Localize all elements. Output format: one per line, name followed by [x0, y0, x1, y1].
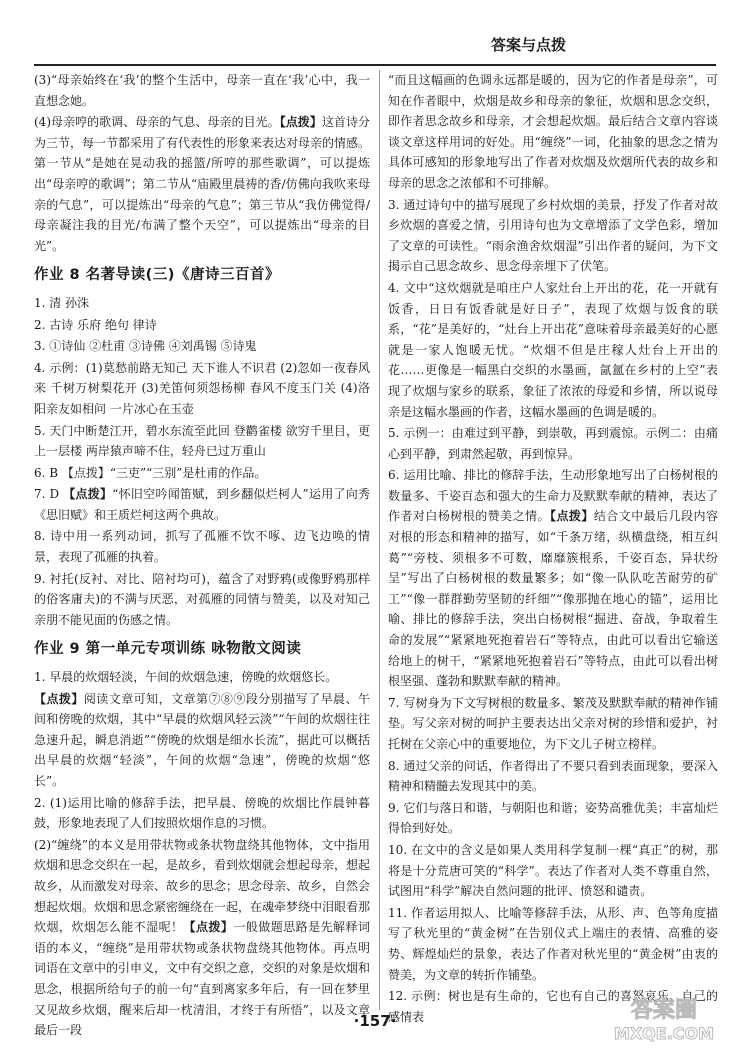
- answer-item: 9. 衬托(反衬、对比、陪衬均可)，蕴含了对野鸦(或像野鸦那样的俗客庸夫)的不满与厌恶，对孤雁的同情与赞美，以及对知己亲朋不能见面的伤感之情。: [34, 571, 370, 627]
- answer-item: 12. 示例：树也是有生命的，它也有自己的喜怒哀乐、自己的感情表: [388, 989, 718, 1024]
- watermark-logo: [584, 993, 742, 1045]
- column-divider: [379, 70, 380, 1010]
- svg-text:答案圈: 答案圈: [630, 998, 698, 1023]
- answer-text: (4)母亲哼的歌调、母亲的气息、母亲的目光。【点拨】这首诗分为三节，每一节都采用了有代表性的形象来表达对母亲的情感。第一节从“是她在晃动我的摇篮/所哼的那些歌调”，可以提炼出“母亲哼的歌调”；第二节从“庙殿里晨祷的香/仿佛向我吹来母亲的气息”，可以提炼出“母亲的气息”；第三节从“我仿佛觉得/母亲凝注我的目光/布满了整个天空”，可以提炼出“母亲的目光”。: [34, 115, 371, 253]
- answer-item: 9. 它们与落日和谐，与朝阳也和谐；姿势高雅优美；丰富灿烂得恰到好处。: [388, 800, 718, 836]
- answer-item: 4. 示例：(1)莫愁前路无知己 天下谁人不识君 (2)忽如一夜春风来 千树万树梨花开 (3)羌笛何须怨杨柳 春风不度玉门关 (4)洛阳亲友如相问 一片冰心在玉壶: [34, 360, 370, 416]
- answer-item: 2. (1)运用比喻的修辞手法，把早晨、傍晚的炊烟比作晨钟暮鼓，形象地表现了人们按照炊烟作息的习惯。: [34, 795, 370, 831]
- page-header: [34, 0, 716, 66]
- right-column: [388, 70, 718, 1028]
- answer-item: 6. B 【点拨】“三吏”“三别”是杜甫的作品。: [34, 465, 267, 480]
- hint-tag: 【点拨】: [34, 691, 84, 706]
- answer-item: 1. 早晨的炊烟轻淡，午间的炊烟急速，傍晚的炊烟悠长。: [34, 670, 338, 685]
- answer-item: 7. D 【点拨】“怀旧空吟闻笛赋，到乡翻似烂柯人”运用了向秀《思旧赋》和王质烂柯这两个典故。: [34, 487, 370, 522]
- hint-tag: 【点拨】: [549, 509, 594, 524]
- answer-item: 【点拨】阅读文章可知，文章第⑦⑧⑨段分别描写了早晨、午间和傍晚的炊烟，其中“早晨的炊烟风轻云淡”“午间的炊烟往往急速升起，瞬息消逝”“傍晚的炊烟是细水长流”，据此可以概括出早晨的炊烟“轻淡”，午间的炊烟“急速”，傍晚的炊烟“悠长”。: [34, 691, 370, 788]
- hint-tag: 【点拨】: [63, 487, 113, 502]
- svg-text:MXQE.COM: MXQE.COM: [613, 1024, 715, 1043]
- page-number: ·157·: [353, 1012, 397, 1030]
- answer-item: 1. 清 孙洙: [34, 295, 90, 310]
- answer-item: 8. 诗中用一系列动词，抓写了孤雁不饮不啄、边飞边唤的情景，表现了孤雁的执着。: [34, 529, 370, 565]
- answer-item: 11. 作者运用拟人、比喻等修辞手法，从形、声、色等角度描写了秋光里的“黄金树”在告别仪式上端庄的表情、高雅的姿势、辉煌灿烂的景象，表达了作者对秋光里的“黄金树”由衷的赞美，为文章的转折作铺垫。: [388, 905, 718, 982]
- answer-text: “而且这幅画的色调永远都是暖的，因为它的作者是母亲”，可知在作者眼中，炊烟是故乡和母亲的象征，炊烟和思念交织，即作者思念故乡和母亲，才会想起炊烟。最后结合文章内容谈谈文章这样用词的好处。用“缠绕”一词，化抽象的思念之情为具体可感知的形象地写出了作者对炊烟及炊烟所代表的故乡和母亲的思念之浓郁和不可排解。: [388, 73, 718, 190]
- answer-item: 5. 示例一：由难过到平静，到崇敬，再到震惊。示例二：由痛心到平静，到肃然起敬，再到惊异。: [388, 426, 718, 461]
- answer-item: 7. 写树身为下文写树根的数量多、繁茂及默默奉献的精神作铺垫。写父亲对树的呵护主要表达出父亲对树的珍惜和爱护，衬托树在父亲心中的重要地位，为下文儿子树立榜样。: [388, 695, 718, 751]
- answer-item: 2. 古诗 乐府 绝句 律诗: [34, 317, 157, 332]
- left-column: [34, 70, 370, 1042]
- answer-item: 10. 在文中的含义是如果人类用科学复制一棵“真正”的树，那将是十分荒唐可笑的“科学”。表达了作者对人类不尊重自然，试图用“科学”解决自然问题的批评、愤怒和谴责。: [388, 842, 718, 899]
- hint-tag: 【点拨】: [279, 115, 322, 130]
- answer-item: 8. 通过父亲的问话，作者得出了不要只看到表面现象，要深入精神和精髓去发现其中的美。: [388, 758, 718, 794]
- hint-tag: 【点拨】: [183, 920, 234, 935]
- answer-item: (2)“缠绕”的本义是用带状物或条状物盘绕其他物体，文中指用炊烟和思念交织在一起，是故乡，看到炊烟就会想起母亲，想起故乡，从而激发对母亲、故乡的思念；思念母亲、故乡，自然会想起炊烟。炊烟和思念紧密缠绕在一起，在魂牵梦绕中泪眼看那炊烟，炊烟怎么能不湿呢！【点拨】一般做题思路是先解释词语的本义，“缠绕”是用带状物或条状物盘绕其他物体。再点明词语在文章中的引申义，文中有交织之意，交织的对象是炊烟和思念，根据所给句子的前一句“直到离家多年后，有一回在梦里又见故乡炊烟，醒来后却一枕清泪，才终于有所悟”，以及文章最后一段: [34, 837, 371, 1038]
- section-heading-8: 作业 8 名著导读(三)《唐诗三百首》: [34, 267, 280, 284]
- answer-item: 3. 通过诗句中的描写展现了乡村炊烟的美景，抒发了作者对故乡炊烟的喜爱之情，引用诗句也为文章增添了文学色彩，增加了文章的可读性。“雨余渔舍炊烟湿”引出作者的疑问，为下文揭示自己思念故乡、思念母亲埋下了伏笔。: [388, 197, 718, 274]
- answer-text: (3)“母亲始终在‘我’的整个生活中，母亲一直在‘我’心中，我一直想念她。: [34, 73, 370, 108]
- answer-item: 5. 天门中断楚江开，碧水东流至此回 登鹳雀楼 欲穷千里目，更上一层楼 两岸猿声啼不住，轻舟已过万重山: [34, 423, 370, 459]
- answer-item: 3. ①诗仙 ②杜甫 ③诗佛 ④刘禹锡 ⑤诗鬼: [34, 339, 257, 354]
- answer-item: 6. 运用比喻、排比的修辞手法，生动形象地写出了白杨树根的数量多、千姿百态和强大的生命力及默默奉献的精神，表达了作者对白杨树根的赞美之情。【点拨】结合文中最后几段内容对根的形态和精神的描写，如“千条万绪，纵横盘绕，相互纠葛”“旁枝、须根多不可数，靡靡簇根系，千姿百态，异状纷呈”写出了白杨树根的数量繁多；如“像一队队吃苦耐劳的矿工”“像一群群勤劳坚韧的纤细”“像那抛在地心的锚”，运用比喻、排比的修辞手法，突出白杨树根“掘进、奋战，争取着生命的发展”“紧紧地死抱着岩石”等特点，由此可以看出它输送给地上的树干，“紧紧地死抱着岩石”等特点，由此可以看出树根坚强、蓬勃和默默奉献的精神。: [388, 468, 718, 689]
- answer-item: 4. 文中“这炊烟就是咱庄户人家灶台上开出的花，花一开就有饭香，日日有饭香就是好日子”，表现了炊烟与饭食的联系，“花”是美好的，“灶台上开出花”意味着母亲最美好的心愿就是一家人饱暖无忧。“炊烟不但是庄稼人灶台上开出的花……更像是一幅黑白交织的水墨画，氤氲在乡村的上空”表现了炊烟与家乡的联系，象征了浓浓的母爱和乡情，所以说母亲是这幅水墨画的作者，这幅水墨画的色调是暖的。: [388, 280, 718, 419]
- header-title: 答案与点拨: [490, 36, 566, 54]
- section-heading-9: 作业 9 第一单元专项训练 咏物散文阅读: [34, 641, 302, 658]
